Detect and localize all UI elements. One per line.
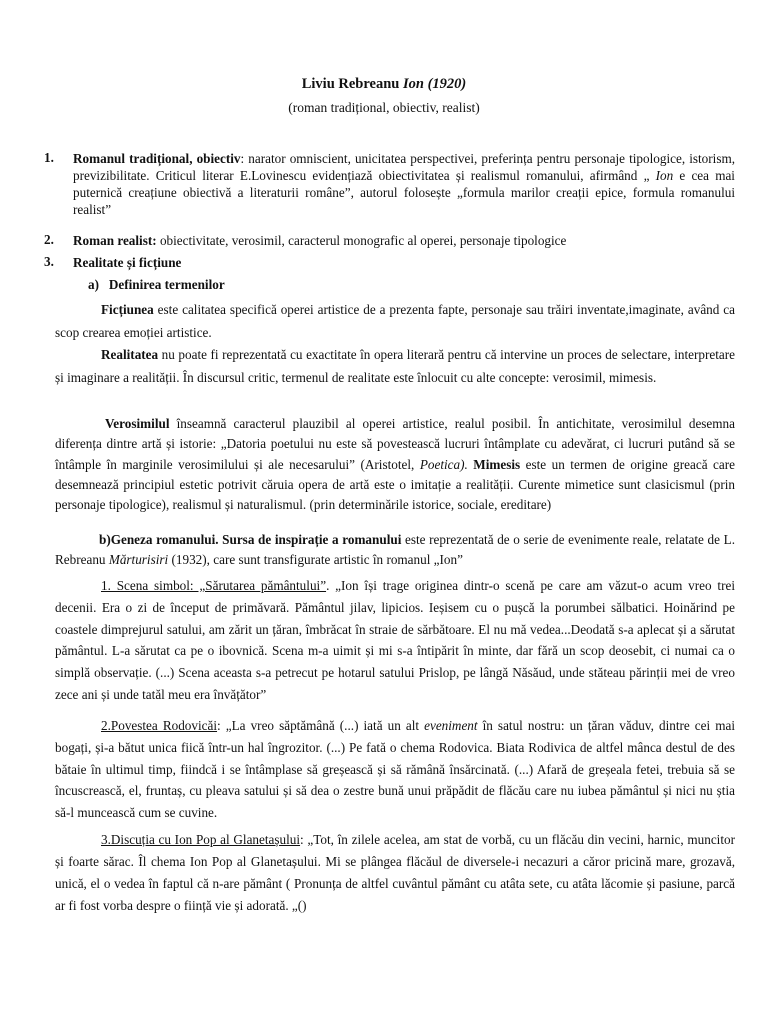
paragraph-fictiune: Ficțiunea este calitatea specifică operei artistice de a prezenta fapte, personaje sau trăiri inventate,imaginate, având ca scop crearea emoției artistice. bbox=[55, 302, 735, 340]
section-2-number: 2. bbox=[44, 232, 54, 247]
section-3-number: 3. bbox=[44, 254, 54, 269]
subsection-b-paragraph: b)Geneza romanului. Sursa de inspirație a romanului este reprezentată de o serie de evenimente reale, relatate de L. Rebreanu Mărturisiri (1932), care sunt transfigurate artistic în romanul „Ion” bbox=[55, 532, 735, 567]
scena-simbol-title: 1. Scena simbol: „Sărutarea pământului” bbox=[101, 578, 327, 593]
title-work: Ion (1920) bbox=[403, 76, 467, 92]
section-1-number: 1. bbox=[44, 150, 54, 165]
section-3-heading: Realitate și ficțiune bbox=[73, 255, 182, 270]
section-1-paragraph: Romanul tradițional, obiectiv: narator omniscient, unicitatea perspectivei, preferința pentru personaje tipologice, istorism, previzibilitate. Criticul literar E.Lovinescu evidențiază obiectivitatea și realismul romanului, afirmând „ Ion e cea mai puternică creațiune obiectivă a literaturii române”, autorul folosește „formula marilor creații epice, formula romanului realist” bbox=[73, 151, 736, 217]
document-title bbox=[0, 76, 768, 93]
discutia-ion-pop-title: 3.Discuția cu Ion Pop al Glanetașului bbox=[101, 832, 301, 847]
paragraph-scena-simbol: 1. Scena simbol: „Sărutarea pământului”. „Ion își trage originea dintr-o scenă pe care am văzut-o acum vreo trei decenii. Era o zi de început de primăvară. Pământul jilav, lipicios. Ieșisem cu o pușcă la porumbei sălbatici. Hoinărind pe coastele dimprejurul satului, am zărit un țăran, îmbrăcat în straie de sărbătoare. El nu mă vedea...Deodată s-a aplecat și a sărutat pământul. L-a sărutat ca pe o ibovnică. Scena m-a uimit și mi s-a întipărit în minte, dar fără un scop deosebit, ci numai ca o simplă observație. (...) Scena aceasta s-a petrecut pe hotarul satului Prislop, pe lângă Năsăud, unde stăteau părinții mei de vreo zece ani și unde tatăl meu era învățător” bbox=[55, 578, 736, 702]
subsection-a-heading: a) Definirea termenilor bbox=[88, 277, 225, 292]
document-subtitle: (roman tradițional, obiectiv, realist) bbox=[288, 100, 480, 115]
paragraph-verosimil: Verosimilul înseamnă caracterul plauzibil al operei artistice, realul posibil. În antichitate, verosimilul desemna diferența dintre artă și istorie: „Datoria poetului nu este să povestească lucruri întâmplate cu adevărat, ci lucruri putând să se întâmple în marginile verosimilului și ale necesarului” (Aristotel, Poetica). Mimesis este un termen de origine greacă care desemnează principiul estetic potrivit căruia opera de artă este o imitație a realității. Curente mimetice sunt clasicismul (prin personaje tipologice), realismul și naturalismul. (prin determinările istorice, sociale, ereditare) bbox=[55, 416, 735, 513]
title-author: Liviu Rebreanu bbox=[301, 76, 400, 92]
paragraph-povestea-rodovicai: 2.Povestea Rodovicăi: „La vreo săptămână (...) iată un alt eveniment în satul nostru: un țăran văduv, dintre cei mai bogați, și-a bătut unica fiică într-un hal îngrozitor. (...) Pe fată o chema Rodovica. Biata Rodivica de altfel mânca destul de des bătaie în ultimul timp, fiindcă i se întâmplase să greșească și să rămână însărcinată. (...) Afară de greșeala fetei, trebuia să se încuscrească, el, fruntaș, cu pleava satului și să dea o zestre bună unui prăpădit de flăcău care nu iubea pământul și nici nu știa să-l muncească cum se cuvine. bbox=[55, 718, 735, 821]
paragraph-realitatea: Realitatea nu poate fi reprezentată cu exactitate în opera literară pentru că intervine un proces de selectare, interpretare și imaginare a realității. În discursul critic, termenul de realitate este înlocuit cu alte concepte: verosimil, mimesis. bbox=[55, 347, 735, 385]
section-2-heading: Roman realist: bbox=[73, 233, 157, 248]
povestea-rodovicai-title: 2.Povestea Rodovicăi bbox=[101, 718, 218, 733]
subsection-b-heading: b)Geneza romanului. Sursa de inspirație a romanului bbox=[99, 532, 402, 547]
section-1-heading: Romanul tradițional, obiectiv bbox=[73, 151, 241, 166]
section-2-paragraph: Roman realist: obiectivitate, verosimil, caracterul monografic al operei, personaje tipologice bbox=[73, 233, 567, 248]
paragraph-discutia-ion-pop: 3.Discuția cu Ion Pop al Glanetașului: „Tot, în zilele acelea, am stat de vorbă, cu un flăcău din vecini, harnic, muncitor și foarte sărac. Îl chema Ion Pop al Glanetașului. Mi se plângea flăcăul de diversele-i necazuri a căror pricină mare, grozavă, unică, el o vedea în faptul că n-are pământ ( Pronunța de altfel cuvântul pământ cu atâta sete, cu atâta lăcomie și pasiune, parcă ar fi fost vorba despre o ființă vie și adorată. „() bbox=[55, 832, 735, 913]
